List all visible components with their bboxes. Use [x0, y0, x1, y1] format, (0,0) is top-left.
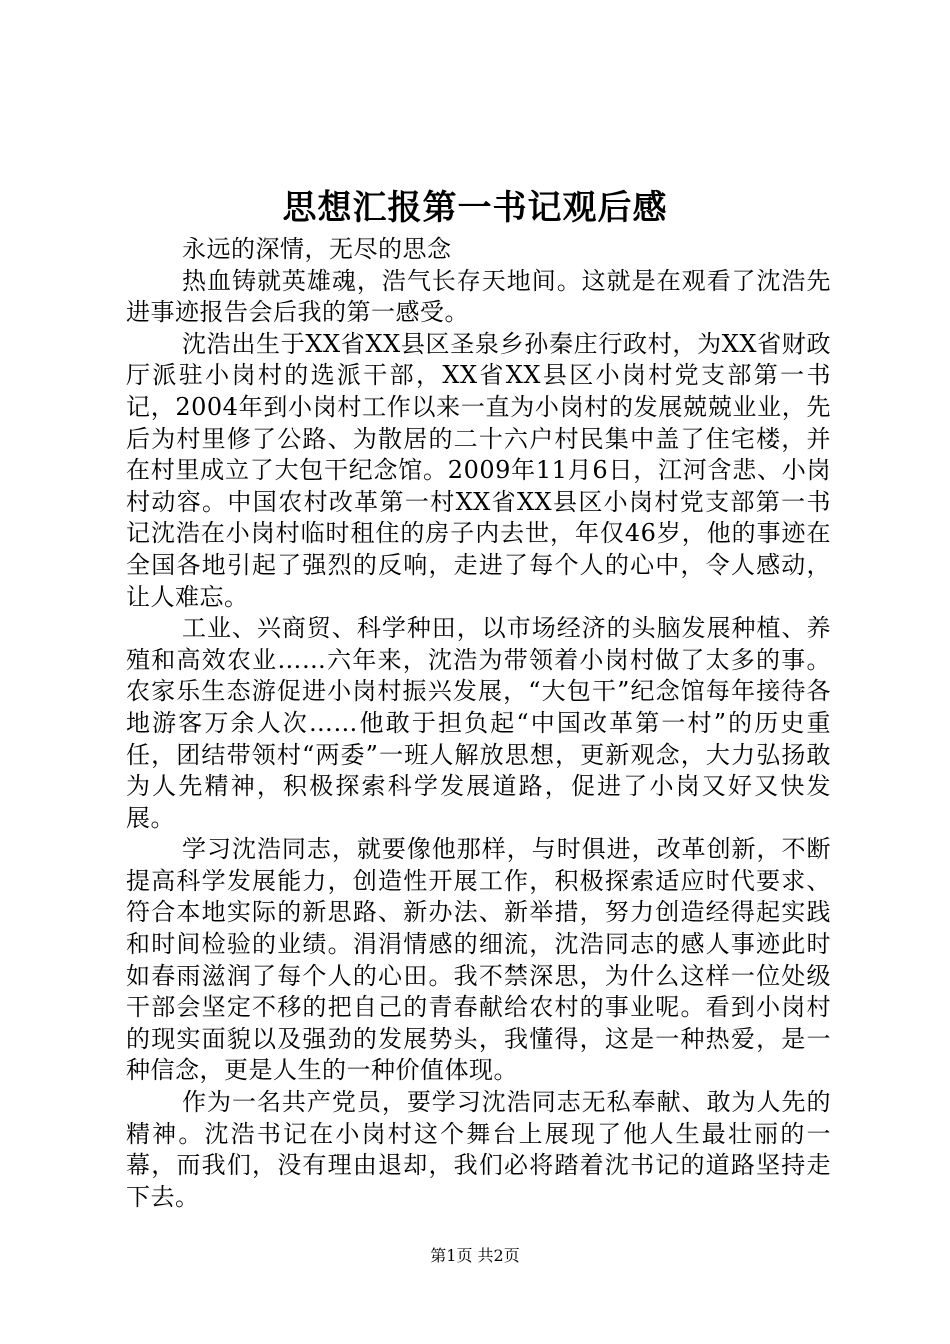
paragraph: 工业、兴商贸、科学种田，以市场经济的头脑发展种植、养殖和高效农业……六年来，沈浩为带领着小岗村做了太多的事。农家乐生态游促进小岗村振兴发展，“大包干”纪念馆每年接待各地游客万余人次……他敢于担负起“中国改革第一村”的历史重任，团结带领村“两委”一班人解放思想，更新观念，大力弘扬敢为人先精神，积极探索科学发展道路，促进了小岗又好又快发展。: [126, 614, 831, 832]
paragraph: 学习沈浩同志，就要像他那样，与时俱进，改革创新，不断提高科学发展能力，创造性开展工作，积极探索适应时代要求、符合本地实际的新思路、新办法、新举措，努力创造经得起实践和时间检验的业绩。涓涓情感的细流，沈浩同志的感人事迹此时如春雨滋润了每个人的心田。我不禁深思，为什么这样一位处级干部会坚定不移的把自己的青春献给农村的事业呢。看到小岗村的现实面貌以及强劲的发展势头，我懂得，这是一种热爱，是一种信念，更是人生的一种价值体现。: [126, 835, 831, 1085]
paragraph: 热血铸就英雄魂，浩气长存天地间。这就是在观看了沈浩先进事迹报告会后我的第一感受。: [126, 266, 831, 327]
page-number-footer: 第1页 共2页: [430, 1246, 520, 1265]
paragraph: 作为一名共产党员，要学习沈浩同志无私奉献、敢为人先的精神。沈浩书记在小岗村这个舞台上展现了他人生最壮丽的一幕，而我们，没有理由退却，我们必将踏着沈书记的道路坚持走下去。: [126, 1088, 831, 1211]
document-title: 思想汇报第一书记观后感: [282, 188, 668, 228]
document-body: [126, 234, 831, 1213]
paragraph: 沈浩出生于XX省XX县区圣泉乡孙秦庄行政村，为XX省财政厅派驻小岗村的选派干部，XX省XX县区小岗村党支部第一书记，2004年到小岗村工作以来一直为小岗村的发展兢兢业业，先后为村里修了公路、为散居的二十六户村民集中盖了住宅楼，并在村里成立了大包干纪念馆。2009年11月6日，江河含悲、小岗村动容。中国农村改革第一村XX省XX县区小岗村党支部第一书记沈浩在小岗村临时租住的房子内去世，年仅46岁，他的事迹在全国各地引起了强烈的反响，走进了每个人的心中，令人感动，让人难忘。: [126, 329, 831, 611]
paragraph-subtitle: 永远的深情，无尽的思念: [182, 235, 452, 263]
